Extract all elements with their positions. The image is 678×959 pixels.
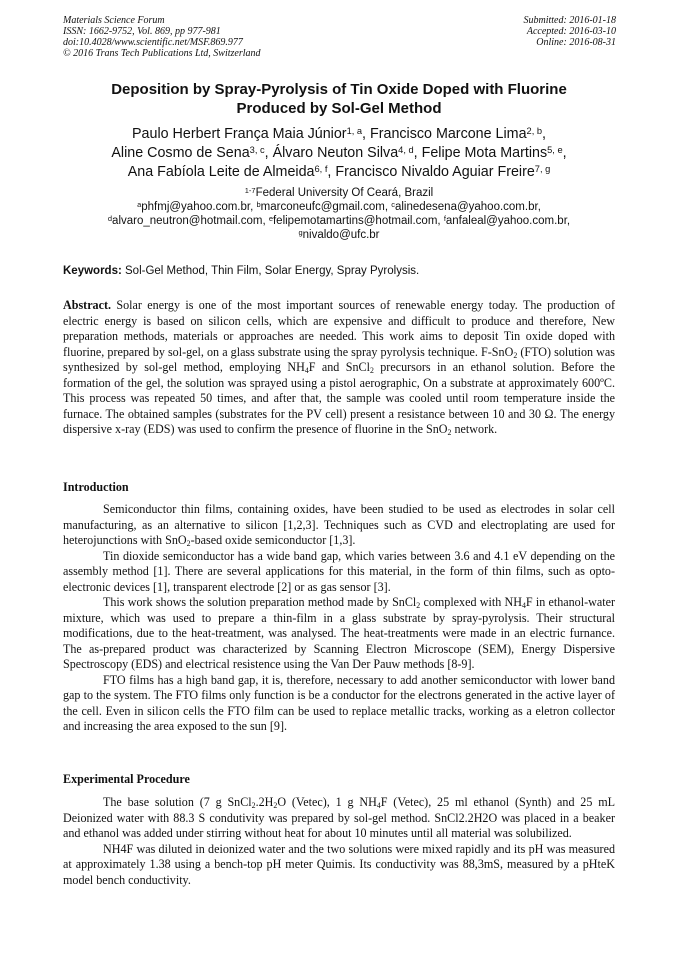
paragraph-text: -based oxide semiconductor [1,3]. bbox=[190, 533, 356, 547]
abstract-text: network. bbox=[451, 422, 498, 436]
date-submitted: Submitted: 2016-01-18 bbox=[523, 15, 616, 26]
email-link[interactable]: alvaro_neutron@hotmail.com bbox=[112, 215, 263, 227]
title-line-2: Produced by Sol-Gel Method bbox=[236, 100, 442, 117]
author-list bbox=[60, 125, 618, 182]
journal-doi: doi:10.4028/www.scientific.net/MSF.869.977 bbox=[63, 37, 243, 48]
author-line-1: Paulo Herbert França Maia Júnior$^{1, a}$, Francisco Marcone Lima$^{2, b}$, bbox=[132, 125, 546, 142]
abstract-text: F and SnCl bbox=[308, 360, 370, 374]
email-link[interactable]: felipemotamartins@hotmail.com bbox=[272, 215, 438, 227]
paragraph-text: F in ethanol-water mixture, which was used to prepare a thin-film in a glass substrate by spray-pyrolysis. Their structural modifications, due to the heat-treatment, was analysed. The heat-treatments were made in an electric furnance. The as-prepared product was characterized by Scanning Electron Microscope (SEM), Energy Dispersive Spectroscopy (EDS) and electrical resistence using the Van Der Pauw methods [8-9]. bbox=[63, 595, 615, 671]
paragraph-text: F (Vetec), 25 ml ethanol (Synth) and 25 mL Deionized water with 88.3 S condutivity was prepared by sol-gel method. SnCl2.2H2O was placed in a beaker and ethanol was added under stirring without heat for about 10 minutes until all material was solubilized. bbox=[63, 795, 616, 840]
abstract bbox=[63, 298, 615, 438]
affiliations bbox=[60, 186, 618, 242]
paragraph-text: This work shows the solution preparation method made by SnCl bbox=[103, 595, 417, 609]
publication-dates bbox=[524, 15, 617, 48]
subscript: 2 bbox=[251, 801, 256, 811]
date-accepted: Accepted: 2016-03-10 bbox=[526, 26, 616, 37]
subscript: 2 bbox=[416, 601, 421, 611]
author-name: Felipe Mota Martins bbox=[421, 145, 548, 161]
journal-name: Materials Science Forum bbox=[63, 15, 165, 26]
paragraph-text: O (Vetec), 1 g NH bbox=[277, 795, 377, 809]
email-line-1: $^a$phfmj@yahoo.com.br, $^b$marconeufc@gmail.com, $^c$alinedesena@yahoo.com.br, bbox=[137, 199, 541, 213]
journal-info bbox=[63, 15, 261, 59]
author-sup: 2, b bbox=[526, 125, 543, 136]
email-link[interactable]: alinedesena@yahoo.com.br bbox=[394, 201, 538, 213]
subscript: 2 bbox=[369, 366, 374, 376]
subscript: 4 bbox=[521, 601, 526, 611]
email-sup: f bbox=[443, 213, 446, 223]
keywords-text: Sol-Gel Method, Thin Film, Solar Energy, Spray Pyrolysis. bbox=[125, 265, 420, 277]
email-line-3 bbox=[60, 228, 618, 242]
paragraph: FTO films has a high band gap, it is, therefore, necessary to add another semiconductor with lower band gap to the system. The FTO films only function is be a conductor for the electrons generated in the active layer of the cell. Even in silicon cells the FTO film can be used to replace metallic tracks, working as a eletron collector and increasing the area exposed to the sun [9]. bbox=[63, 672, 615, 733]
email-link[interactable]: phfmj@yahoo.com.br bbox=[141, 201, 251, 213]
subscript: 2 bbox=[273, 801, 278, 811]
email-link[interactable]: marconeufc@gmail.com bbox=[260, 201, 385, 213]
title-line-1: Deposition by Spray-Pyrolysis of Tin Oxide Doped with Fluorine bbox=[111, 81, 567, 98]
abstract-text: (FTO) solution was synthesized by sol-gel method, employing NH bbox=[63, 344, 615, 374]
section-heading-introduction: Introduction bbox=[63, 480, 129, 494]
subscript: 4 bbox=[304, 366, 309, 376]
paper-title bbox=[60, 80, 618, 118]
author-name: Francisco Marcone Lima bbox=[370, 126, 527, 142]
paragraph bbox=[63, 795, 615, 842]
author-name: Álvaro Neuton Silva bbox=[272, 145, 399, 161]
paragraph-text: complexed with NH bbox=[420, 595, 522, 609]
paragraph: Tin dioxide semiconductor has a wide band gap, which varies between 3.6 and 4.1 eV depending on the assembly method [1]. There are several applications for this material, in the form of thin films, such as opto-electronic devices [1], transparent electrode [2] or as gas sensor [3]. bbox=[63, 548, 615, 594]
author-sup: 1, a bbox=[346, 125, 363, 136]
subscript: 4 bbox=[376, 801, 381, 811]
author-sup: 7, g bbox=[534, 163, 551, 174]
subscript: 2 bbox=[447, 428, 452, 438]
email-sup: b bbox=[256, 199, 261, 209]
author-sup: 4, d bbox=[398, 144, 414, 155]
paragraph-text: .2H bbox=[255, 795, 274, 809]
paragraph-text: Semiconductor thin films, containing oxides, have been studied to be used as electrodes in solar cell manufacturing, as an alternative to silicon [1,2,3]. Techniques such as CVD and electroplating are used for heterojunctions with SnO bbox=[63, 502, 615, 547]
section-heading-experimental: Experimental Procedure bbox=[63, 772, 190, 786]
abstract-label: Abstract. bbox=[63, 298, 112, 312]
email-sup: g bbox=[298, 227, 303, 237]
paragraph: NH4F was diluted in deionized water and the two solutions were mixed rapidly and its pH was measured at approximately 1.38 using a bench-top pH meter Quimis. Its conductivity was 88,3mS, measured by a pHteK model bench conductivity. bbox=[63, 841, 615, 887]
date-online: Online: 2016-08-31 bbox=[536, 37, 616, 48]
introduction-body bbox=[63, 502, 615, 735]
email-sup: c bbox=[391, 199, 395, 209]
author-line-3: Ana Fabíola Leite de Almeida$^{6, f}$, Francisco Nivaldo Aguiar Freire$^{7, g}$ bbox=[127, 163, 551, 180]
email-link[interactable]: nivaldo@ufc.br bbox=[302, 229, 380, 241]
email-line-2: $^d$alvaro_neutron@hotmail.com, $^e$felipemotamartins@hotmail.com, $^f$anfaleal@yahoo.com.br, bbox=[107, 213, 571, 227]
email-sup: a bbox=[137, 199, 142, 209]
subscript: 2 bbox=[186, 539, 191, 549]
affiliation-line bbox=[60, 186, 618, 200]
author-line-2: Aline Cosmo de Sena$^{3, c}$, Álvaro Neuton Silva$^{4, d}$, Felipe Mota Martins$^{5, e}$, bbox=[111, 144, 567, 161]
email-link[interactable]: anfaleal@yahoo.com.br bbox=[445, 215, 567, 227]
journal-copyright: © 2016 Trans Tech Publications Ltd, Switzerland bbox=[63, 48, 261, 59]
paragraph-text: The base solution (7 g SnCl bbox=[103, 795, 252, 809]
author-sup: 3, c bbox=[249, 144, 265, 155]
email-sup: e bbox=[268, 213, 273, 223]
journal-issn: ISSN: 1662-9752, Vol. 869, pp 977-981 bbox=[63, 26, 221, 37]
keywords-label: Keywords: bbox=[63, 265, 122, 277]
author-name: Aline Cosmo de Sena bbox=[111, 145, 250, 161]
author-name: Paulo Herbert França Maia Júnior bbox=[132, 126, 347, 142]
author-sup: 6, f bbox=[314, 163, 328, 174]
author-sup: 5, e bbox=[547, 144, 563, 155]
abstract-text: precursors in an ethanol solution. Before the formation of the gel, the solution was sprayed using a pistol aerographic, On a substrate at approximately 600ºC. This process was repeated 50 times, and after that, the sample was cooled until room temperature inside the furnace. The obtained samples (substrates for the PV cell) present a resistance between 10 and 30 Ω. The energy dispersive x-ray (EDS) was used to confirm the presence of fluorine in the SnO bbox=[63, 360, 616, 436]
affiliation-name: Federal University Of Ceará, Brazil bbox=[255, 187, 434, 199]
affiliation-sup: 1-7 bbox=[244, 185, 256, 195]
paragraph bbox=[63, 595, 615, 673]
paragraph bbox=[63, 502, 615, 549]
author-name: Ana Fabíola Leite de Almeida bbox=[127, 164, 315, 180]
abstract-text: Solar energy is one of the most important sources of renewable energy today. The production of electric energy is based on silicon cells, which are expensive and difficult to produce and therefore, New preparation methods, materials or approaches are needed. This work aims to deposit Tin oxide doped with fluorine, prepared by sol-gel, on a glass substrate using the spray pyrolysis technique. F-SnO bbox=[63, 298, 615, 359]
subscript: 2 bbox=[513, 350, 518, 360]
experimental-body bbox=[63, 795, 615, 888]
keywords bbox=[63, 265, 615, 277]
email-sup: d bbox=[107, 213, 113, 223]
author-name: Francisco Nivaldo Aguiar Freire bbox=[335, 164, 535, 180]
